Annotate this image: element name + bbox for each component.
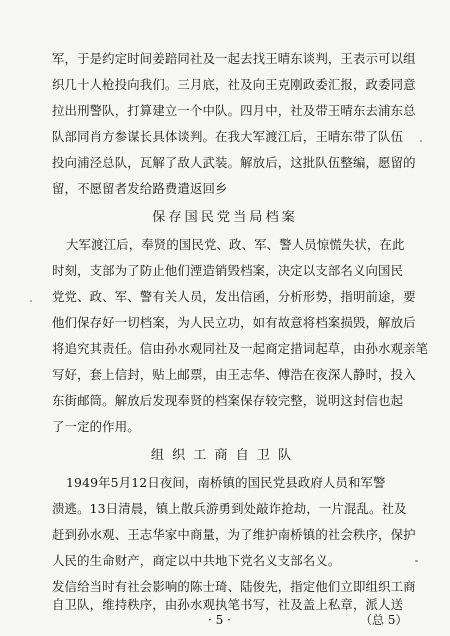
text-line: 人民的生命财产，商定以中共地下党名义支部名义。 xyxy=(52,553,341,568)
text-line: 留，不愿留者发给路费遣返回乡 xyxy=(52,181,228,196)
text-line: 赶到孙水观、王志华家中商量，为了维护南桥镇的社会秩序，保护 xyxy=(52,527,416,542)
total-page-number: （总 5） xyxy=(360,613,408,627)
scan-speck xyxy=(415,560,418,562)
section-heading-selfdefense: 组织工商自卫队 xyxy=(150,448,300,463)
text-line: 队部同肖方参谋长具体谈判。在我大军渡江后，王晴东带了队伍 xyxy=(52,129,404,144)
text-line: 军，于是约定时间姜踣同社及一起去找王晴东谈判，王表示可以组 xyxy=(52,51,416,66)
text-line: 东街邮筒。解放后发现奉贤的档案保存较完整，说明这封信也起 xyxy=(52,393,404,408)
text-line: 拉出刑警队，打算建立一个中队。四月中，社及带王晴东去浦东总 xyxy=(52,103,416,118)
text-line: 投向浦泾总队，瓦解了敌人武装。解放后，这批队伍整编，愿留的 xyxy=(52,155,416,170)
text-line: 发信给当时有社会影响的陈士琦、陆俊先，指定他们立即组织工商 xyxy=(52,579,416,594)
text-line: 他们保存好一切档案，为人民立功，如有故意将档案损毁，解放后 xyxy=(52,315,416,330)
scan-speck xyxy=(420,140,422,142)
text-line: 党党、政、军、警有关人员，发出信函，分析形势，指明前途，要 xyxy=(52,289,416,304)
scan-speck xyxy=(30,300,32,302)
text-line: 了一定的作用。 xyxy=(52,419,140,434)
text-line: 自卫队，维持秩序，由孙水观执笔书写，社及盖上私章，派人送 xyxy=(52,597,404,612)
text-line: 时刻，支部为了防止他们湮造销毁档案，决定以支部名义向国民 xyxy=(52,263,404,278)
text-line: 1949年5月12日夜间，南桥镇的国民党县政府人员和军警 xyxy=(66,475,386,490)
section-heading-archive: 保存国民党当局档案 xyxy=(152,210,298,225)
text-line: 写好，套上信封，贴上邮票，由王志华、傅浩在夜深人静时，投入 xyxy=(52,367,416,382)
text-line: 大军渡江后，奉贤的国民党、政、军、警人员惊慌失状，在此 xyxy=(66,237,405,252)
text-line: 将追究其责任。信由孙水观同社及一起商定措词起草，由孙水观亲笔 xyxy=(52,341,429,356)
text-line: 溃逃。13日清晨，镇上散兵游勇到处敲诈抢劫，一片混乱。社及 xyxy=(52,501,407,516)
page-number: · 5 · xyxy=(208,613,231,627)
text-line: 织几十人枪投向我们。三月底，社及向王克刚政委汇报，政委同意 xyxy=(52,77,416,92)
